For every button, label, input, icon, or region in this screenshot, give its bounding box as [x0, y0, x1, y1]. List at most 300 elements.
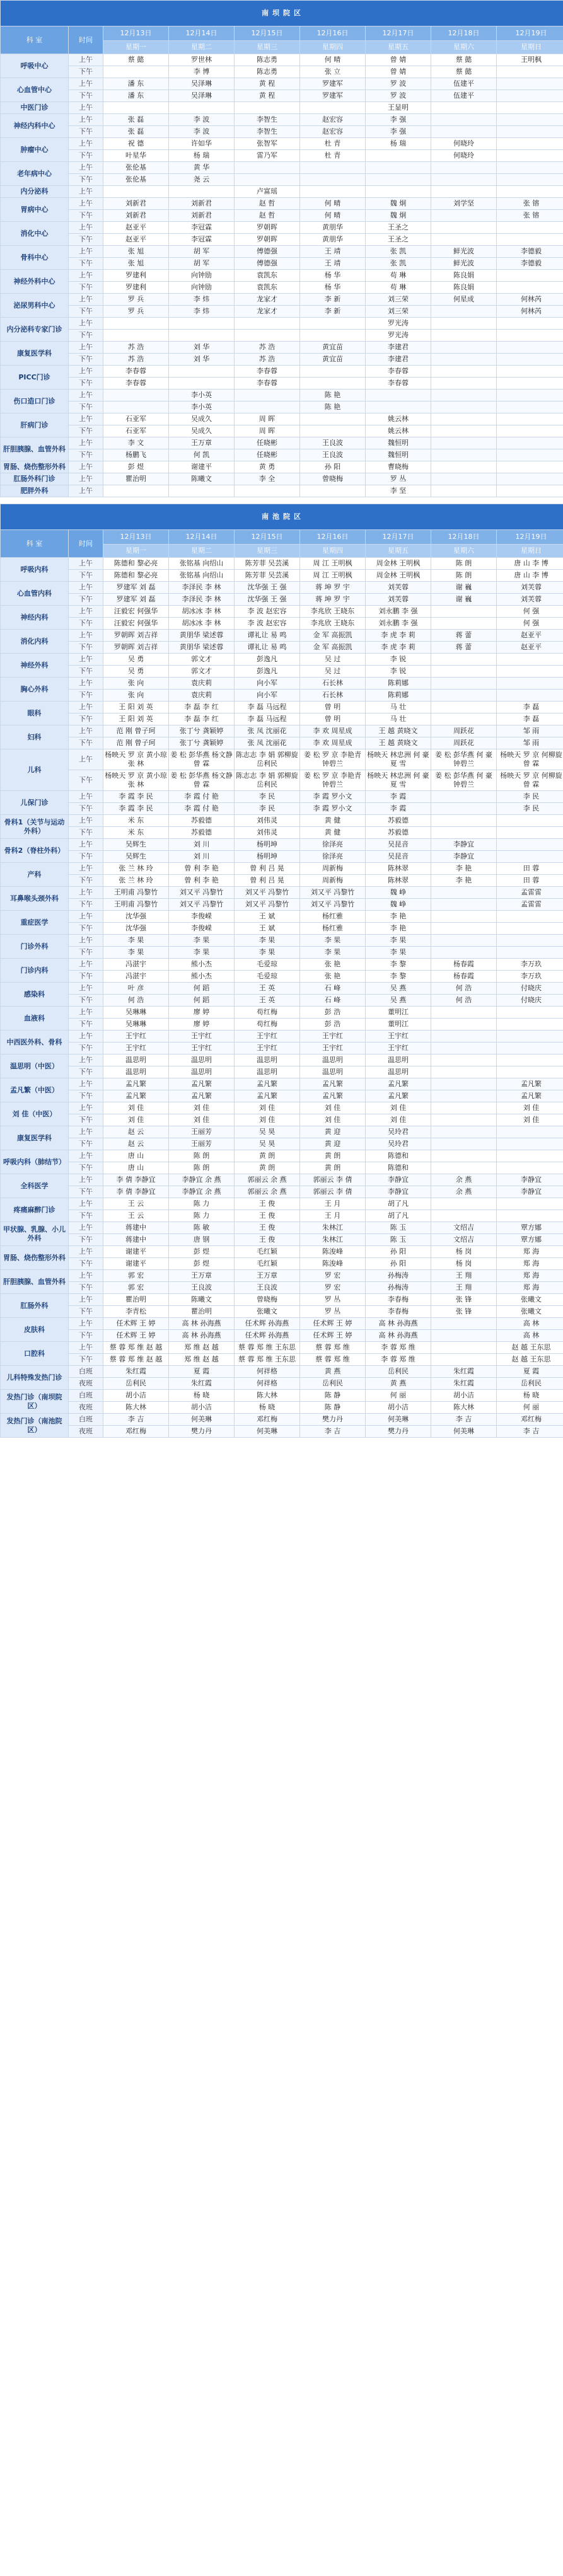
doctor-cell: 曾晓梅 [235, 1294, 300, 1306]
doctor-cell [431, 1019, 497, 1031]
doctor-cell: 杨 华 [300, 270, 366, 282]
doctor-cell: 任术辉 孙海燕 [235, 1330, 300, 1342]
table-row [1, 306, 563, 318]
doctor-cell: 彭 煜 [169, 1246, 235, 1258]
doctor-cell: 李 霞 罗小文 [300, 803, 366, 815]
doctor-cell: 李春梅 [366, 1306, 431, 1318]
table-row [1, 282, 563, 294]
doctor-cell: 温思明 [235, 1066, 300, 1078]
doctor-cell: 陈林翠 [366, 863, 431, 875]
doctor-cell: 苟红梅 [235, 1019, 300, 1031]
doctor-cell: 彭 浩 [300, 1007, 366, 1019]
table-row [1, 222, 563, 234]
table-row [1, 150, 563, 162]
doctor-cell: 李 博 [169, 66, 235, 78]
doctor-cell [300, 425, 366, 437]
doctor-cell: 李春蓉 [235, 366, 300, 378]
doctor-cell [497, 911, 563, 923]
department-name: 伤口造口门诊 [1, 390, 69, 413]
doctor-cell: 黄朋华 梁述蓉 [169, 642, 235, 654]
doctor-cell: 王 英 [235, 983, 300, 995]
period-label: 上午 [69, 1246, 103, 1258]
doctor-cell: 李春蓉 [366, 378, 431, 390]
doctor-cell: 李小英 [169, 390, 235, 401]
doctor-cell: 王宇红 [235, 1031, 300, 1043]
period-label: 下午 [69, 770, 103, 791]
doctor-cell: 蔡 懿 [431, 54, 497, 66]
table-row [1, 1270, 563, 1282]
doctor-cell [431, 1162, 497, 1174]
doctor-cell: 邓红梅 [103, 1426, 169, 1438]
doctor-cell: 瞿治明 [103, 1294, 169, 1306]
doctor-cell: 袁庆莉 [169, 678, 235, 690]
doctor-cell: 谭礼让 易 鸣 [235, 630, 300, 642]
doctor-cell: 刘 佳 [103, 1114, 169, 1126]
table-row [1, 1054, 563, 1066]
doctor-cell: 刘三荣 [366, 294, 431, 306]
doctor-cell: 樊力丹 [169, 1426, 235, 1438]
doctor-cell: 刘 华 [169, 342, 235, 354]
doctor-cell: 李春蓉 [235, 378, 300, 390]
doctor-cell: 罗建军 刘 磊 [103, 582, 169, 594]
doctor-cell: 高 林 孙海燕 [169, 1318, 235, 1330]
doctor-cell: 李 吉 [300, 1426, 366, 1438]
doctor-cell [431, 887, 497, 899]
doctor-cell: 胡了凡 [366, 1210, 431, 1222]
doctor-cell [497, 947, 563, 959]
doctor-cell: 王宇红 [169, 1031, 235, 1043]
period-label: 下午 [69, 666, 103, 678]
department-name: 康复医学科 [1, 1126, 69, 1150]
doctor-cell [497, 690, 563, 702]
doctor-cell: 罗 丛 [300, 1294, 366, 1306]
doctor-cell [431, 1031, 497, 1043]
doctor-cell: 刘新君 [169, 210, 235, 222]
doctor-cell: 陈 朗 [169, 1162, 235, 1174]
table-row [1, 1174, 563, 1186]
doctor-cell: 李 艳 [431, 863, 497, 875]
period-label: 上午 [69, 582, 103, 594]
doctor-cell: 米 东 [103, 815, 169, 827]
doctor-cell: 罗光涛 [366, 318, 431, 330]
doctor-cell: 王 云 [103, 1210, 169, 1222]
period-label: 下午 [69, 851, 103, 863]
doctor-cell: 曾 利 李 艳 [169, 863, 235, 875]
doctor-cell: 李 霞 付 艳 [169, 803, 235, 815]
doctor-cell: 李智生 [235, 114, 300, 126]
department-name: 肛肠外科门诊 [1, 473, 69, 485]
doctor-cell: 李 欢 周星成 [300, 737, 366, 749]
doctor-cell: 蔡 蓉 郑 维 [300, 1342, 366, 1354]
period-label: 下午 [69, 306, 103, 318]
doctor-cell [431, 702, 497, 713]
doctor-cell: 唐 山 李 博 [497, 570, 563, 582]
doctor-cell: 向小军 [235, 690, 300, 702]
doctor-cell [431, 174, 497, 186]
table-row [1, 558, 563, 570]
doctor-cell [497, 150, 563, 162]
table-row [1, 1234, 563, 1246]
doctor-cell: 陈 静 [300, 1402, 366, 1414]
period-label: 下午 [69, 947, 103, 959]
doctor-cell: 李建君 [366, 342, 431, 354]
doctor-cell [497, 78, 563, 90]
period-label: 上午 [69, 815, 103, 827]
doctor-cell: 石长林 [300, 678, 366, 690]
table-row [1, 54, 563, 66]
doctor-cell [497, 827, 563, 839]
period-label: 下午 [69, 971, 103, 983]
doctor-cell: 孟凡繁 [103, 1078, 169, 1090]
doctor-cell: 周金林 王明枫 [366, 558, 431, 570]
table-row [1, 485, 563, 497]
period-label: 白班 [69, 1390, 103, 1402]
doctor-cell: 王 靖 [300, 246, 366, 258]
doctor-cell: 刘 佳 [169, 1102, 235, 1114]
doctor-cell [300, 413, 366, 425]
table-row [1, 354, 563, 366]
doctor-cell: 李 磊 李 红 [169, 713, 235, 725]
doctor-cell: 杨映天 林忠洲 何 豪 夏 雪 [366, 749, 431, 770]
doctor-cell: 向钟励 [169, 270, 235, 282]
doctor-cell: 苏 浩 [103, 354, 169, 366]
doctor-cell [431, 935, 497, 947]
doctor-cell: 郑 海 [497, 1282, 563, 1294]
weekday-header: 星期二 [169, 545, 235, 558]
department-name: 骨科1（关节与运动外科） [1, 815, 69, 839]
doctor-cell: 黄 迎 [300, 1138, 366, 1150]
doctor-cell: 李青松 [103, 1306, 169, 1318]
doctor-cell: 廖 婷 [169, 1019, 235, 1031]
doctor-cell: 赵亚平 [497, 642, 563, 654]
doctor-cell: 魏 炯 [366, 210, 431, 222]
date-header: 12月18日 [431, 26, 497, 41]
doctor-cell: 赵亚平 [103, 222, 169, 234]
doctor-cell: 潘 东 [103, 90, 169, 102]
doctor-cell: 李 波 [169, 126, 235, 138]
doctor-cell: 温思明 [366, 1054, 431, 1066]
doctor-cell: 伍建平 [431, 78, 497, 90]
period-label: 上午 [69, 887, 103, 899]
doctor-cell [366, 186, 431, 198]
doctor-cell: 王宇红 [235, 1043, 300, 1054]
table-row [1, 737, 563, 749]
doctor-cell: 刘三荣 [366, 306, 431, 318]
doctor-cell: 高 林 孙海燕 [366, 1318, 431, 1330]
doctor-cell: 吴琳琳 [103, 1019, 169, 1031]
table-row [1, 570, 563, 582]
doctor-cell [300, 102, 366, 114]
doctor-cell [235, 485, 300, 497]
doctor-cell: 李 民 [235, 791, 300, 803]
doctor-cell [431, 354, 497, 366]
doctor-cell: 陈浚峰 [300, 1246, 366, 1258]
period-label: 上午 [69, 1318, 103, 1330]
period-label: 上午 [69, 1222, 103, 1234]
doctor-cell: 李 强 [366, 114, 431, 126]
doctor-cell [431, 1138, 497, 1150]
doctor-cell: 曾 利 吕 晃 [235, 863, 300, 875]
doctor-cell: 罗朝晖 刘吉祥 [103, 630, 169, 642]
period-label: 上午 [69, 366, 103, 378]
doctor-cell: 郭丽云 李 倩 [300, 1186, 366, 1198]
doctor-cell: 张 锋 [431, 1306, 497, 1318]
period-label: 上午 [69, 911, 103, 923]
weekday-header: 星期二 [169, 41, 235, 54]
doctor-cell: 魏恒明 [366, 449, 431, 461]
doctor-cell: 何 蹈 [169, 983, 235, 995]
doctor-cell: 赵 越 王东思 [497, 1354, 563, 1366]
doctor-cell: 谢建平 [103, 1246, 169, 1258]
department-name: 甲状腺、乳腺、小儿外科 [1, 1222, 69, 1246]
doctor-cell: 毛爱琼 [235, 971, 300, 983]
doctor-cell: 魏 峥 [366, 887, 431, 899]
doctor-cell: 袁凯东 [235, 282, 300, 294]
doctor-cell: 罗 丛 [366, 473, 431, 485]
weekday-header: 星期三 [235, 41, 300, 54]
doctor-cell: 刘 川 [169, 851, 235, 863]
doctor-cell [497, 1007, 563, 1019]
department-name: 神经内科 [1, 606, 69, 630]
doctor-cell: 冯湛宇 [103, 971, 169, 983]
table-row [1, 342, 563, 354]
doctor-cell: 蒋 蕾 [431, 642, 497, 654]
doctor-cell [431, 803, 497, 815]
doctor-cell: 刘又平 冯黎竹 [300, 887, 366, 899]
doctor-cell: 吴 燕 [366, 995, 431, 1007]
doctor-cell: 朱林江 [300, 1222, 366, 1234]
table-row [1, 1019, 563, 1031]
period-label: 下午 [69, 401, 103, 413]
doctor-cell: 王宇红 [300, 1043, 366, 1054]
department-name: 泌尿男科中心 [1, 294, 69, 318]
doctor-cell: 卢富瑶 [235, 186, 300, 198]
doctor-cell [431, 210, 497, 222]
doctor-cell: 吴昆音 [366, 851, 431, 863]
period-label: 下午 [69, 594, 103, 606]
doctor-cell: 李 欢 周星成 [300, 725, 366, 737]
doctor-cell: 姚云林 [366, 413, 431, 425]
period-label: 下午 [69, 330, 103, 342]
period-label: 上午 [69, 1270, 103, 1282]
doctor-cell: 姜 松 彭华燕 何 豪 钟碧兰 [431, 770, 497, 791]
doctor-cell: 陈芳菲 吴芸溪 [235, 570, 300, 582]
doctor-cell [431, 1090, 497, 1102]
doctor-cell: 魏恒明 [366, 437, 431, 449]
table-row [1, 630, 563, 642]
doctor-cell: 陈 力 [169, 1198, 235, 1210]
doctor-cell: 陈德和 [366, 1162, 431, 1174]
doctor-cell: 杨映天 罗 京 黄小琼 张 林 [103, 770, 169, 791]
doctor-cell: 刘伟灵 [235, 815, 300, 827]
doctor-cell: 黄 燕 [300, 1366, 366, 1378]
doctor-cell: 王万章 [235, 1270, 300, 1282]
doctor-cell: 陈德和 黎必亮 [103, 570, 169, 582]
doctor-cell [235, 174, 300, 186]
doctor-cell: 温思明 [300, 1066, 366, 1078]
doctor-cell: 向钟励 [169, 282, 235, 294]
doctor-cell: 黄宜苗 [300, 354, 366, 366]
doctor-cell: 吴泽琳 [169, 78, 235, 90]
doctor-cell: 陈 玉 [366, 1234, 431, 1246]
doctor-cell [431, 378, 497, 390]
doctor-cell [431, 815, 497, 827]
doctor-cell [431, 923, 497, 935]
doctor-cell: 刘又平 冯黎竹 [169, 887, 235, 899]
department-name: 全科医学 [1, 1174, 69, 1198]
doctor-cell: 李 炜 [169, 294, 235, 306]
doctor-cell: 毛红颖 [235, 1258, 300, 1270]
weekday-header: 星期日 [497, 41, 563, 54]
table-row [1, 863, 563, 875]
table-row [1, 1210, 563, 1222]
doctor-cell: 周 江 王明枫 [300, 558, 366, 570]
doctor-cell: 王 越 黄晓文 [366, 737, 431, 749]
doctor-cell: 杨 晓 [169, 1390, 235, 1402]
doctor-cell: 王良波 [169, 1282, 235, 1294]
doctor-cell: 唐 钢 [169, 1234, 235, 1246]
doctor-cell [431, 666, 497, 678]
doctor-cell: 吴成久 [169, 425, 235, 437]
weekday-header: 星期四 [300, 545, 366, 558]
doctor-cell [431, 449, 497, 461]
doctor-cell [431, 222, 497, 234]
doctor-cell: 彭逸凡 [235, 654, 300, 666]
doctor-cell: 傅德强 [235, 258, 300, 270]
doctor-cell: 李 民 [497, 791, 563, 803]
doctor-cell: 黄 迎 [300, 1126, 366, 1138]
period-label: 上午 [69, 959, 103, 971]
table-row [1, 1150, 563, 1162]
department-name: 心血管内科 [1, 582, 69, 606]
period-label: 上午 [69, 102, 103, 114]
doctor-cell [300, 378, 366, 390]
period-label: 下午 [69, 90, 103, 102]
table-row [1, 366, 563, 378]
doctor-cell: 任术辉 王 婷 [103, 1318, 169, 1330]
doctor-cell: 吴 过 [300, 666, 366, 678]
doctor-cell: 李 霞 李 民 [103, 791, 169, 803]
doctor-cell: 陈 静 [300, 1390, 366, 1402]
doctor-cell: 陈良娟 [431, 270, 497, 282]
doctor-cell: 朱林江 [300, 1234, 366, 1246]
department-name: 骨科2（脊柱外科） [1, 839, 69, 863]
doctor-cell: 王宇红 [366, 1043, 431, 1054]
doctor-cell [431, 186, 497, 198]
doctor-cell: 张 磊 [103, 114, 169, 126]
doctor-cell: 任术辉 王 婷 [300, 1330, 366, 1342]
doctor-cell: 刘永鹏 李 强 [366, 618, 431, 630]
department-name: 呼吸内科（肺结节） [1, 1150, 69, 1174]
doctor-cell: 金 军 高振凯 [300, 630, 366, 642]
doctor-cell: 刘又平 冯黎竹 [169, 899, 235, 911]
period-label: 下午 [69, 1186, 103, 1198]
doctor-cell: 向小军 [235, 678, 300, 690]
table-row [1, 827, 563, 839]
doctor-cell: 郑 海 [497, 1246, 563, 1258]
doctor-cell: 黄朋华 [300, 222, 366, 234]
period-label: 上午 [69, 54, 103, 66]
doctor-cell: 岳利民 [366, 1366, 431, 1378]
doctor-cell: 王圣之 [366, 222, 431, 234]
doctor-cell: 郭 宏 [103, 1270, 169, 1282]
doctor-cell: 彭 浩 [300, 1019, 366, 1031]
doctor-cell: 汪毅宏 何强华 [103, 618, 169, 630]
doctor-cell: 袁凯东 [235, 270, 300, 282]
period-label: 下午 [69, 1210, 103, 1222]
doctor-cell: 张 艳 [300, 959, 366, 971]
doctor-cell [497, 174, 563, 186]
doctor-cell [497, 1198, 563, 1210]
doctor-cell: 苟红梅 [235, 1007, 300, 1019]
doctor-cell: 蔡 蓉 郑 维 [300, 1354, 366, 1366]
doctor-cell: 赵 云 [103, 1126, 169, 1138]
doctor-cell: 罗朝晖 [235, 222, 300, 234]
table-row [1, 1102, 563, 1114]
doctor-cell: 李 磊 [497, 702, 563, 713]
doctor-cell: 李 民 [497, 803, 563, 815]
doctor-cell: 曾 利 李 艳 [169, 875, 235, 887]
doctor-cell: 王 靖 [300, 258, 366, 270]
period-label: 下午 [69, 1354, 103, 1366]
department-name: 肝病门诊 [1, 413, 69, 437]
doctor-cell: 任晓彬 [235, 437, 300, 449]
doctor-cell: 杨春霞 [431, 971, 497, 983]
doctor-cell [431, 1078, 497, 1090]
doctor-cell: 李智生 [235, 126, 300, 138]
doctor-cell: 赵 哲 [235, 210, 300, 222]
doctor-cell: 周新梅 [300, 875, 366, 887]
table-row [1, 449, 563, 461]
doctor-cell: 王丽芳 [169, 1126, 235, 1138]
doctor-cell: 孟凡繁 [497, 1090, 563, 1102]
doctor-cell: 张曦文 [235, 1306, 300, 1318]
department-name: 中西医外科、骨科 [1, 1031, 69, 1054]
table-row [1, 270, 563, 282]
doctor-cell: 谭礼让 易 鸣 [235, 642, 300, 654]
period-label: 下午 [69, 150, 103, 162]
date-header: 12月19日 [497, 26, 563, 41]
department-name: 胃病中心 [1, 198, 69, 222]
doctor-cell: 温思明 [169, 1054, 235, 1066]
doctor-cell: 石长林 [300, 690, 366, 702]
doctor-cell: 李静宜 [431, 839, 497, 851]
doctor-cell: 罗 波 [366, 90, 431, 102]
doctor-cell: 苏 浩 [235, 354, 300, 366]
doctor-cell: 陈 玉 [366, 1222, 431, 1234]
doctor-cell [431, 306, 497, 318]
doctor-cell: 蒋 蕾 [431, 630, 497, 642]
doctor-cell: 李 炜 [169, 306, 235, 318]
doctor-cell: 苏毅德 [169, 815, 235, 827]
doctor-cell: 马 壮 [366, 713, 431, 725]
doctor-cell: 范 刚 曾子珂 [103, 737, 169, 749]
doctor-cell: 石 峰 [300, 995, 366, 1007]
doctor-cell [300, 366, 366, 378]
table-row [1, 1222, 563, 1234]
doctor-cell: 罗建利 [103, 282, 169, 294]
doctor-cell: 李 蓉 郑 维 [366, 1354, 431, 1366]
department-name: 胃肠、烧伤整形外科 [1, 461, 69, 473]
table-row [1, 102, 563, 114]
doctor-cell: 郭丽云 李 倩 [300, 1174, 366, 1186]
doctor-cell [431, 791, 497, 803]
table-row [1, 1066, 563, 1078]
date-header: 12月17日 [366, 530, 431, 545]
doctor-cell [431, 618, 497, 630]
doctor-cell: 蔡 蓉 郑 维 赵 越 [103, 1354, 169, 1366]
doctor-cell [497, 815, 563, 827]
